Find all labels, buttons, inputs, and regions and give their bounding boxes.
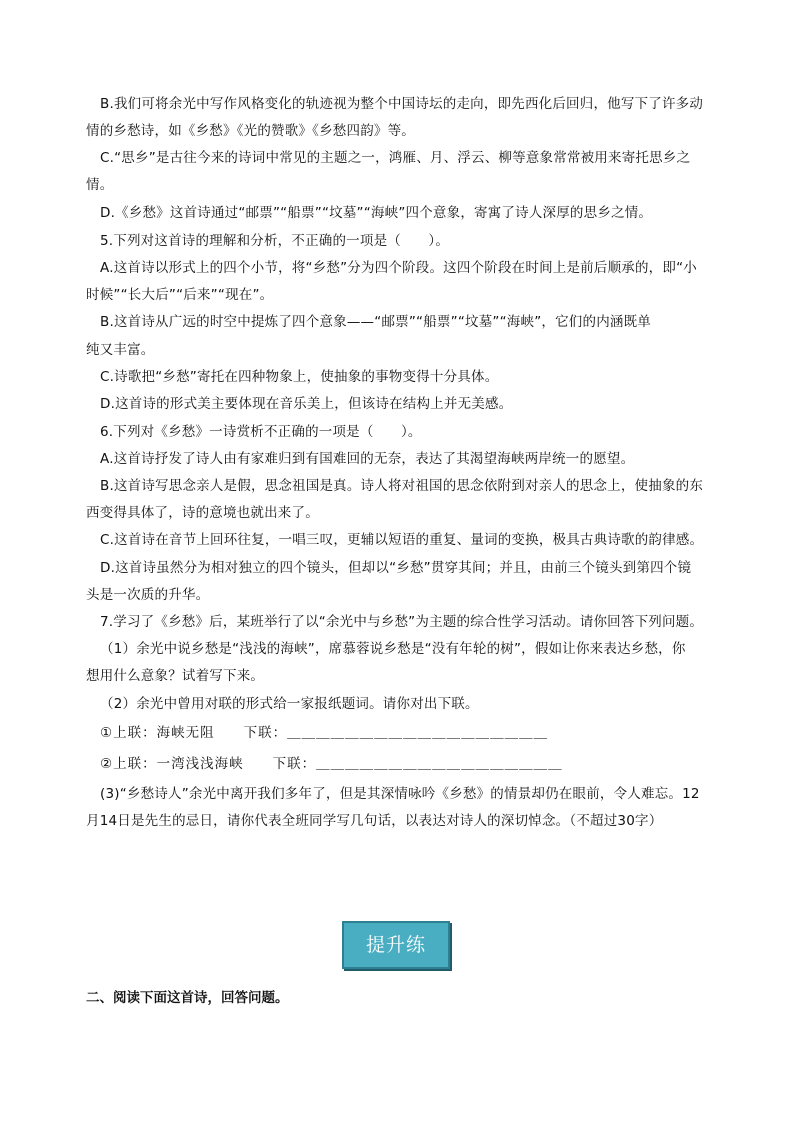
- option-b-line-1: B.我们可将余光中写作风格变化的轨迹视为整个中国诗坛的走向，即先西化后回归，他写下了许多动: [100, 96, 704, 112]
- q7-part-1-line-1: （1）余光中说乡愁是“浅浅的海峡”，席慕蓉说乡愁是“没有年轮的树”，假如让你来表达乡愁，你: [100, 641, 686, 657]
- option-b-line-2: 情的乡愁诗，如《乡愁》《光的赞歌》《乡愁四韵》等。: [86, 123, 415, 139]
- q6-option-b-line-2: 西变得具体了，诗的意境也就出来了。: [86, 505, 319, 521]
- q7-part-3-line-2: 月14日是先生的忌日，请你代表全班同学写几句话，以表达对诗人的深切悼念。（不超过30字）: [86, 813, 663, 829]
- option-c-line-1: C.“思乡”是古往今来的诗词中常见的主题之一，鸿雁、月、浮云、柳等意象常常被用来寄托思乡之: [100, 150, 691, 166]
- q5-option-b-line-1: B.这首诗从广远的时空中提炼了四个意象——“邮票”“船票”“坟墓”“海峡”，它们的内涵既单: [100, 314, 652, 330]
- q7-part-3-line-1: (3)“乡愁诗人”余光中离开我们多年了，但是其深情咏吟《乡愁》的情景却仍在眼前，令人难忘。12: [100, 786, 700, 802]
- q5-option-c-line: C.诗歌把“乡愁”寄托在四种物象上，使抽象的事物变得十分具体。: [100, 369, 499, 385]
- question-7-stem: 7.学习了《乡愁》后，某班举行了以“余光中与乡愁”为主题的综合性学习活动。请你回答下列问题。: [100, 614, 704, 630]
- q6-option-a-line: A.这首诗抒发了诗人由有家难归到有国难回的无奈，表达了其渴望海峡两岸统一的愿望。: [100, 451, 635, 467]
- q5-option-d-line: D.这首诗的形式美主要体现在音乐美上，但该诗在结构上并无美感。: [100, 396, 513, 412]
- option-d-line: D.《乡愁》这首诗通过“邮票”“船票”“坟墓”“海峡”四个意象，寄寓了诗人深厚的思乡之情。: [100, 205, 653, 221]
- section-heading: 二、阅读下面这首诗，回答问题。: [86, 990, 289, 1006]
- couplet-2-line: ②上联：一湾浅浅海峡 下联：＿＿＿＿＿＿＿＿＿＿＿＿＿＿＿＿＿: [100, 756, 563, 772]
- q6-option-d-line-1: D.这首诗虽然分为相对独立的四个镜头，但却以“乡愁”贯穿其间；并且，由前三个镜头到第四个镜: [100, 560, 692, 576]
- q5-option-b-line-2: 纯又丰富。: [86, 342, 155, 358]
- q6-option-d-line-2: 头是一次质的升华。: [86, 587, 210, 603]
- option-c-line-2: 情。: [86, 177, 114, 193]
- q5-option-a-line-2: 时候”“长大后”“后来”“现在”。: [86, 287, 274, 303]
- q6-option-b-line-1: B.这首诗写思念亲人是假，思念祖国是真。诗人将对祖国的思念依附到对亲人的思念上，使抽象的东: [100, 478, 704, 494]
- couplet-1-line: ①上联：海峡无阻 下联：＿＿＿＿＿＿＿＿＿＿＿＿＿＿＿＿＿＿: [100, 725, 549, 741]
- question-6-stem: 6.下列对《乡愁》一诗赏析不正确的一项是（ ）。: [100, 424, 422, 440]
- q6-option-c-line: C.这首诗在音节上回环往复，一唱三叹，更辅以短语的重复、量词的变换，极具古典诗歌的韵律感。: [100, 532, 704, 548]
- q7-part-1-line-2: 想用什么意象？试着写下来。: [86, 668, 265, 684]
- section-badge: 提升练: [342, 921, 450, 969]
- question-5-stem: 5.下列对这首诗的理解和分析，不正确的一项是（ ）。: [100, 233, 450, 249]
- q7-part-2-stem: （2）余光中曾用对联的形式给一家报纸题词。请你对出下联。: [100, 696, 479, 712]
- q5-option-a-line-1: A.这首诗以形式上的四个小节，将“乡愁”分为四个阶段。这四个阶段在时间上是前后顺承的，即“小: [100, 260, 697, 276]
